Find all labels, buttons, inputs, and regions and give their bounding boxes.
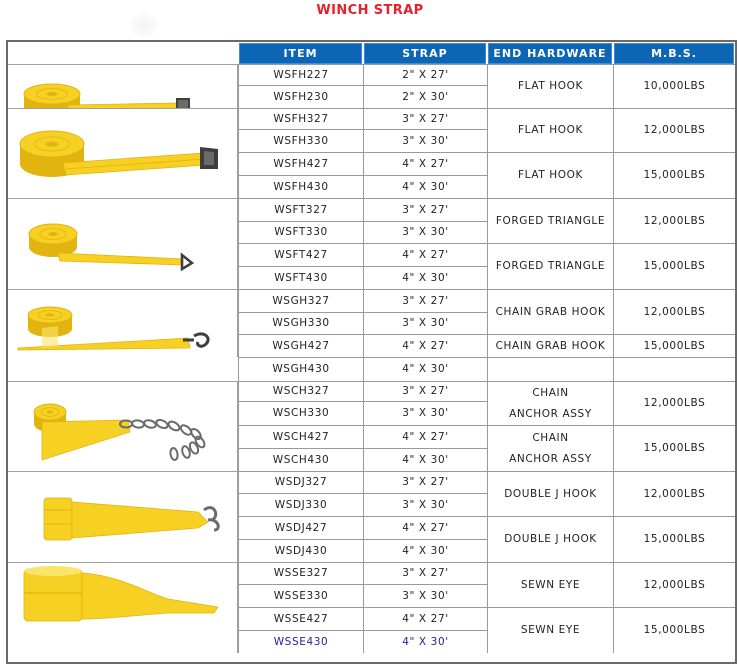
item-cell: [238, 584, 363, 607]
strap-cell: [363, 312, 487, 334]
strap-cell: [363, 152, 487, 175]
strap-size: 3" X 30': [402, 134, 449, 147]
strap-size: 3" X 30': [402, 226, 449, 238]
strap-cell: [363, 198, 487, 221]
item-code: WSGH330: [272, 317, 330, 329]
item-cell: [238, 334, 363, 357]
strap-cell: [363, 357, 487, 381]
strap-size: 4" X 27': [402, 521, 449, 534]
end-hardware-cell: FORGED TRIANGLE: [487, 198, 613, 243]
chain-grab-hook-strap-image: [8, 289, 238, 357]
strap-size: 3" X 30': [402, 317, 449, 329]
end-hardware-cell: CHAIN GRAB HOOK: [487, 289, 613, 334]
strap-size: 3" X 27': [402, 294, 449, 307]
strap-cell: [363, 266, 487, 289]
item-cell: [238, 448, 363, 471]
item-cell: [238, 630, 363, 653]
strap-cell: [363, 425, 487, 448]
mbs-cell: 15,000LBS: [613, 516, 735, 562]
item-code: WSFT327: [274, 203, 328, 216]
strap-size: 4" X 30': [402, 544, 449, 557]
page-title: WINCH STRAP: [316, 3, 424, 18]
strap-cell: [363, 381, 487, 401]
end-hardware-cell: FLAT HOOK: [487, 108, 613, 152]
item-cell: [238, 312, 363, 334]
column-header: END HARDWARE: [488, 43, 612, 64]
strap-size: 4" X 30': [402, 635, 449, 648]
strap-cell: [363, 607, 487, 630]
strap-size: 3" X 27': [402, 203, 449, 216]
strap-cell: [363, 630, 487, 653]
item-code: WSDJ327: [274, 476, 328, 488]
item-code: WSGH427: [272, 339, 330, 352]
strap-size: 4" X 30': [402, 363, 449, 375]
strap-size: 3" X 30': [402, 589, 449, 602]
item-code: WSSE427: [273, 612, 329, 625]
strap-cell: [363, 175, 487, 198]
strap-cell: [363, 539, 487, 562]
item-code: WSFH227: [273, 68, 329, 81]
mbs-cell: [613, 357, 735, 381]
end-hardware-cell: CHAIN GRAB HOOK: [487, 334, 613, 357]
item-code: WSCH427: [272, 430, 330, 443]
item-code: WSCH330: [272, 407, 330, 419]
item-cell: [238, 129, 363, 152]
end-hardware-cell: FLAT HOOK: [487, 152, 613, 198]
end-hardware-cell: SEWN EYE: [487, 562, 613, 607]
item-cell: [238, 562, 363, 584]
mbs-cell: 12,000LBS: [613, 108, 735, 152]
mbs-cell: 12,000LBS: [613, 562, 735, 607]
column-header: ITEM: [239, 43, 362, 64]
strap-size: 3" X 27': [402, 476, 449, 488]
item-code: WSGH327: [272, 294, 330, 307]
item-code: WSDJ427: [274, 521, 328, 534]
end-hardware-cell: DOUBLE J HOOK: [487, 516, 613, 562]
item-code: WSDJ430: [274, 544, 328, 557]
item-cell: [238, 266, 363, 289]
item-code: WSSE330: [273, 589, 329, 602]
strap-cell: [363, 108, 487, 129]
strap-size: 3" X 30': [402, 407, 449, 419]
mbs-cell: 15,000LBS: [613, 243, 735, 289]
strap-size: 3" X 30': [402, 498, 449, 511]
item-cell: [238, 175, 363, 198]
strap-cell: [363, 584, 487, 607]
item-cell: [238, 64, 363, 85]
item-cell: [238, 401, 363, 425]
item-cell: [238, 289, 363, 312]
strap-size: 4" X 30': [402, 271, 449, 284]
item-cell: [238, 471, 363, 493]
strap-cell: [363, 85, 487, 108]
item-code: WSFH330: [273, 134, 329, 147]
end-hardware-cell: FLAT HOOK: [487, 64, 613, 108]
item-code: WSFH427: [273, 157, 329, 170]
mbs-cell: 12,000LBS: [613, 198, 735, 243]
item-code: WSFH327: [273, 112, 329, 125]
strap-cell: [363, 448, 487, 471]
item-code: WSCH327: [272, 385, 330, 397]
strap-size: 4" X 27': [402, 339, 449, 352]
forged-triangle-strap-image: [8, 198, 238, 289]
mbs-cell: 10,000LBS: [613, 64, 735, 108]
mbs-cell: 12,000LBS: [613, 471, 735, 516]
double-j-hook-strap-image: [8, 471, 238, 562]
strap-cell: [363, 129, 487, 152]
item-code: WSSE327: [273, 567, 329, 579]
strap-cell: [363, 401, 487, 425]
item-cell: [238, 108, 363, 129]
item-code: WSDJ330: [274, 498, 328, 511]
item-cell: [238, 607, 363, 630]
item-cell: [238, 198, 363, 221]
chain-anchor-strap-image: [8, 381, 238, 471]
end-hardware-cell: CHAIN ANCHOR ASSY: [487, 425, 613, 471]
item-cell: [238, 152, 363, 175]
item-cell: [238, 85, 363, 108]
strap-size: 4" X 27': [402, 430, 449, 443]
winch-strap-table: [6, 40, 737, 664]
end-hardware-cell: FORGED TRIANGLE: [487, 243, 613, 289]
end-hardware-cell: [487, 357, 613, 381]
mbs-cell: 15,000LBS: [613, 425, 735, 471]
strap-size: 4" X 27': [402, 248, 449, 261]
item-cell: [238, 493, 363, 516]
mbs-cell: 12,000LBS: [613, 289, 735, 334]
strap-size: 2" X 30': [402, 90, 449, 103]
strap-size: 2" X 27': [402, 68, 449, 81]
flat-hook-strap-2in-image: [8, 64, 238, 108]
item-code: WSFH430: [273, 180, 329, 193]
column-header: M.B.S.: [614, 43, 734, 64]
strap-size: 3" X 27': [402, 112, 449, 125]
mbs-cell: 12,000LBS: [613, 381, 735, 425]
mbs-cell: 15,000LBS: [613, 152, 735, 198]
item-cell: [238, 381, 363, 401]
item-cell: [238, 221, 363, 243]
strap-size: 3" X 27': [402, 567, 449, 579]
item-code: WSCH430: [272, 453, 330, 466]
strap-cell: [363, 562, 487, 584]
item-code: WSFT330: [274, 226, 328, 238]
strap-size: 4" X 27': [402, 612, 449, 625]
end-hardware-cell: SEWN EYE: [487, 607, 613, 653]
mbs-cell: 15,000LBS: [613, 607, 735, 653]
strap-cell: [363, 289, 487, 312]
item-cell: [238, 425, 363, 448]
strap-cell: [363, 243, 487, 266]
strap-cell: [363, 221, 487, 243]
strap-size: 4" X 27': [402, 157, 449, 170]
item-code: WSFT427: [274, 248, 328, 261]
strap-cell: [363, 64, 487, 85]
item-code: WSFT430: [274, 271, 328, 284]
item-cell: [238, 516, 363, 539]
item-cell: [238, 539, 363, 562]
strap-cell: [363, 471, 487, 493]
strap-size: 4" X 30': [402, 453, 449, 466]
column-header: STRAP: [364, 43, 486, 64]
blank-image-gap: [8, 357, 238, 381]
decorative-circle: [131, 12, 157, 38]
item-code: WSGH430: [272, 363, 330, 375]
strap-size: 4" X 30': [402, 180, 449, 193]
strap-cell: [363, 516, 487, 539]
item-cell: [238, 357, 363, 381]
strap-size: 3" X 27': [402, 385, 449, 397]
item-code: WSSE430: [273, 635, 329, 648]
flat-hook-strap-image: [8, 108, 238, 198]
end-hardware-cell: CHAIN ANCHOR ASSY: [487, 381, 613, 425]
end-hardware-cell: DOUBLE J HOOK: [487, 471, 613, 516]
sewn-eye-strap-image: [8, 562, 238, 653]
strap-cell: [363, 334, 487, 357]
mbs-cell: 15,000LBS: [613, 334, 735, 357]
strap-cell: [363, 493, 487, 516]
item-cell: [238, 243, 363, 266]
item-code: WSFH230: [273, 90, 329, 103]
